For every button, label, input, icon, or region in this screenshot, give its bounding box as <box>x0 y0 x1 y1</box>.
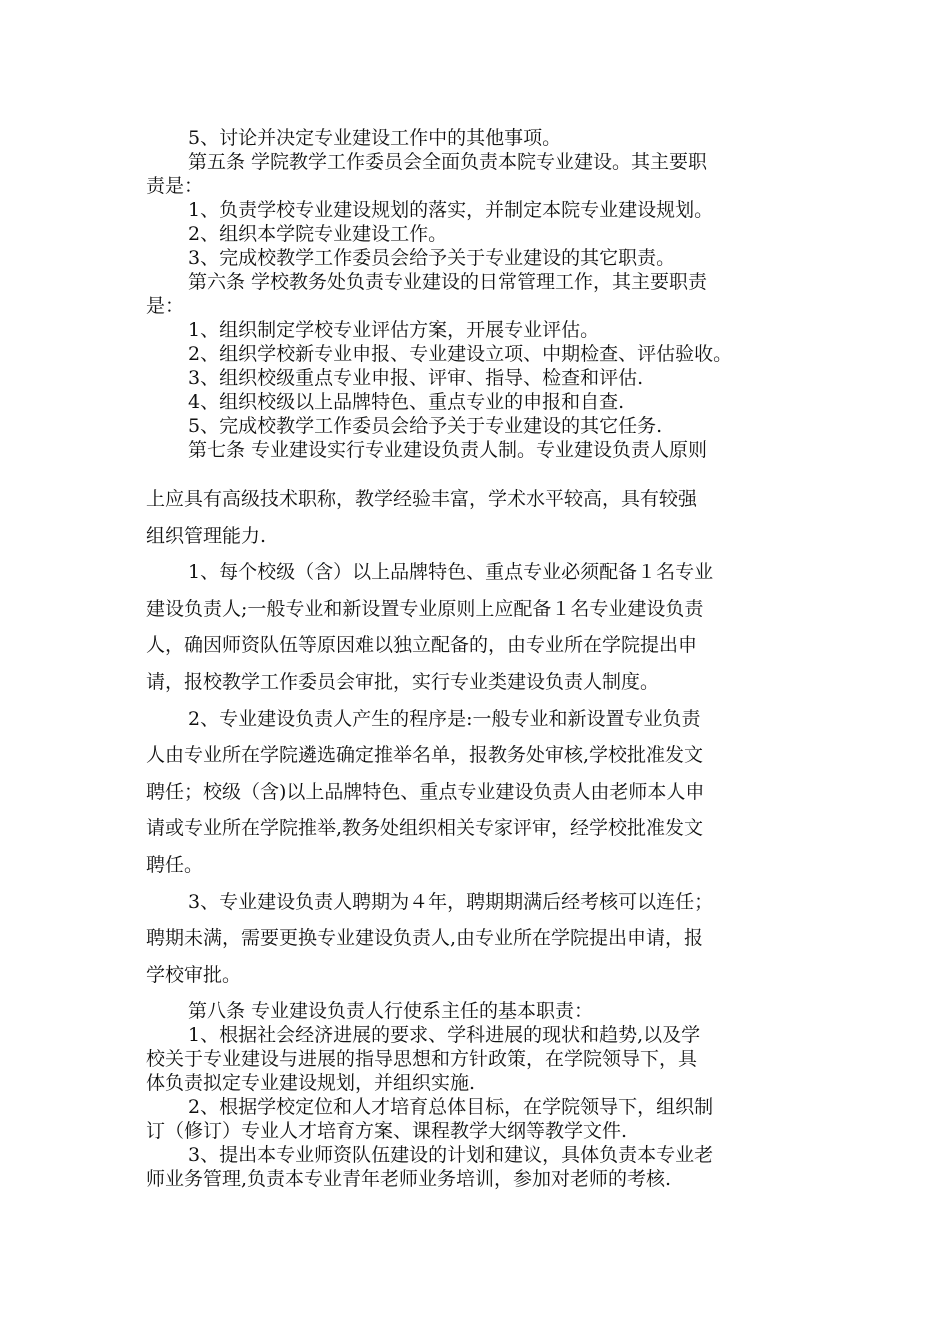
text-line: 订（修订）专业人才培育方案、课程教学大纲等教学文件. <box>146 1120 628 1142</box>
text-line: 学校审批。 <box>146 963 242 986</box>
text-line: 聘期未满，需要更换专业建设负责人,由专业所在学院提出申请，报 <box>146 927 704 950</box>
document-section-3 <box>146 999 816 1191</box>
text-line: 体负责拟定专业建设规划，并组织实施. <box>146 1072 476 1094</box>
text-line: 2、专业建设负责人产生的程序是:一般专业和新设置专业负责 <box>188 707 701 730</box>
text-line: 建设负责人;一般专业和新设置专业原则上应配备１名专业建设负责 <box>146 597 704 620</box>
text-line: 5、完成校教学工作委员会给予关于专业建设的其它任务. <box>188 415 663 437</box>
text-line: 5、讨论并决定专业建设工作中的其他事项。 <box>188 127 562 149</box>
document-section-1 <box>146 126 816 462</box>
text-line: 请，报校教学工作委员会审批，实行专业类建设负责人制度。 <box>146 670 660 693</box>
text-line: 1、根据社会经济进展的要求、学科进展的现状和趋势,以及学 <box>188 1024 701 1046</box>
text-line: 人，确因师资队伍等原因难以独立配备的，由专业所在学院提出申 <box>146 634 698 657</box>
text-line: 3、完成校教学工作委员会给予关于专业建设的其它职责。 <box>188 247 676 269</box>
text-line: 聘任。 <box>146 853 204 876</box>
text-line: 上应具有高级技术职称，教学经验丰富，学术水平较高，具有较强 <box>146 488 698 510</box>
text-line: 2、组织本学院专业建设工作。 <box>188 223 448 245</box>
text-line: 第七条 专业建设实行专业建设负责人制。专业建设负责人原则 <box>188 439 708 461</box>
text-line: 1、每个校级（含）以上品牌特色、重点专业必须配备１名专业 <box>188 561 714 584</box>
text-line: 是： <box>146 295 185 317</box>
text-line: 师业务管理,负责本专业青年老师业务培训，参加对老师的考核. <box>146 1168 672 1190</box>
text-line: 责是： <box>146 175 204 197</box>
text-line: 1、组织制定学校专业评估方案，开展专业评估。 <box>188 319 600 341</box>
text-line: 第八条 专业建设负责人行使系主任的基本职责： <box>188 1000 594 1022</box>
text-line: 2、根据学校定位和人才培育总体目标，在学院领导下，组织制 <box>188 1096 714 1118</box>
text-line: 第五条 学院教学工作委员会全面负责本院专业建设。其主要职 <box>188 151 708 173</box>
text-line: 人由专业所在学院遴选确定推举名单，报教务处审核,学校批准发文 <box>146 744 704 767</box>
text-line: 3、提出本专业师资队伍建设的计划和建议，具体负责本专业老 <box>188 1144 714 1166</box>
document-section-2 <box>146 481 816 993</box>
text-line: 校关于专业建设与进展的指导思想和方针政策，在学院领导下，具 <box>146 1048 698 1070</box>
text-line: 第六条 学校教务处负责专业建设的日常管理工作，其主要职责 <box>188 271 708 293</box>
text-line: 组织管理能力. <box>146 524 267 547</box>
text-line: 3、组织校级重点专业申报、评审、指导、检查和评估. <box>188 367 644 389</box>
text-line: 4、组织校级以上品牌特色、重点专业的申报和自查. <box>188 391 625 413</box>
text-line: 3、专业建设负责人聘期为４年，聘期期满后经考核可以连任； <box>188 890 714 913</box>
text-line: 2、组织学校新专业申报、专业建设立项、中期检查、评估验收。 <box>188 343 733 365</box>
text-line: 聘任；校级（含)以上品牌特色、重点专业建设负责人由老师本人申 <box>146 780 705 803</box>
text-line: 1、负责学校专业建设规划的落实，并制定本院专业建设规划。 <box>188 199 714 221</box>
text-line: 请或专业所在学院推举,教务处组织相关专家评审，经学校批准发文 <box>146 817 704 840</box>
